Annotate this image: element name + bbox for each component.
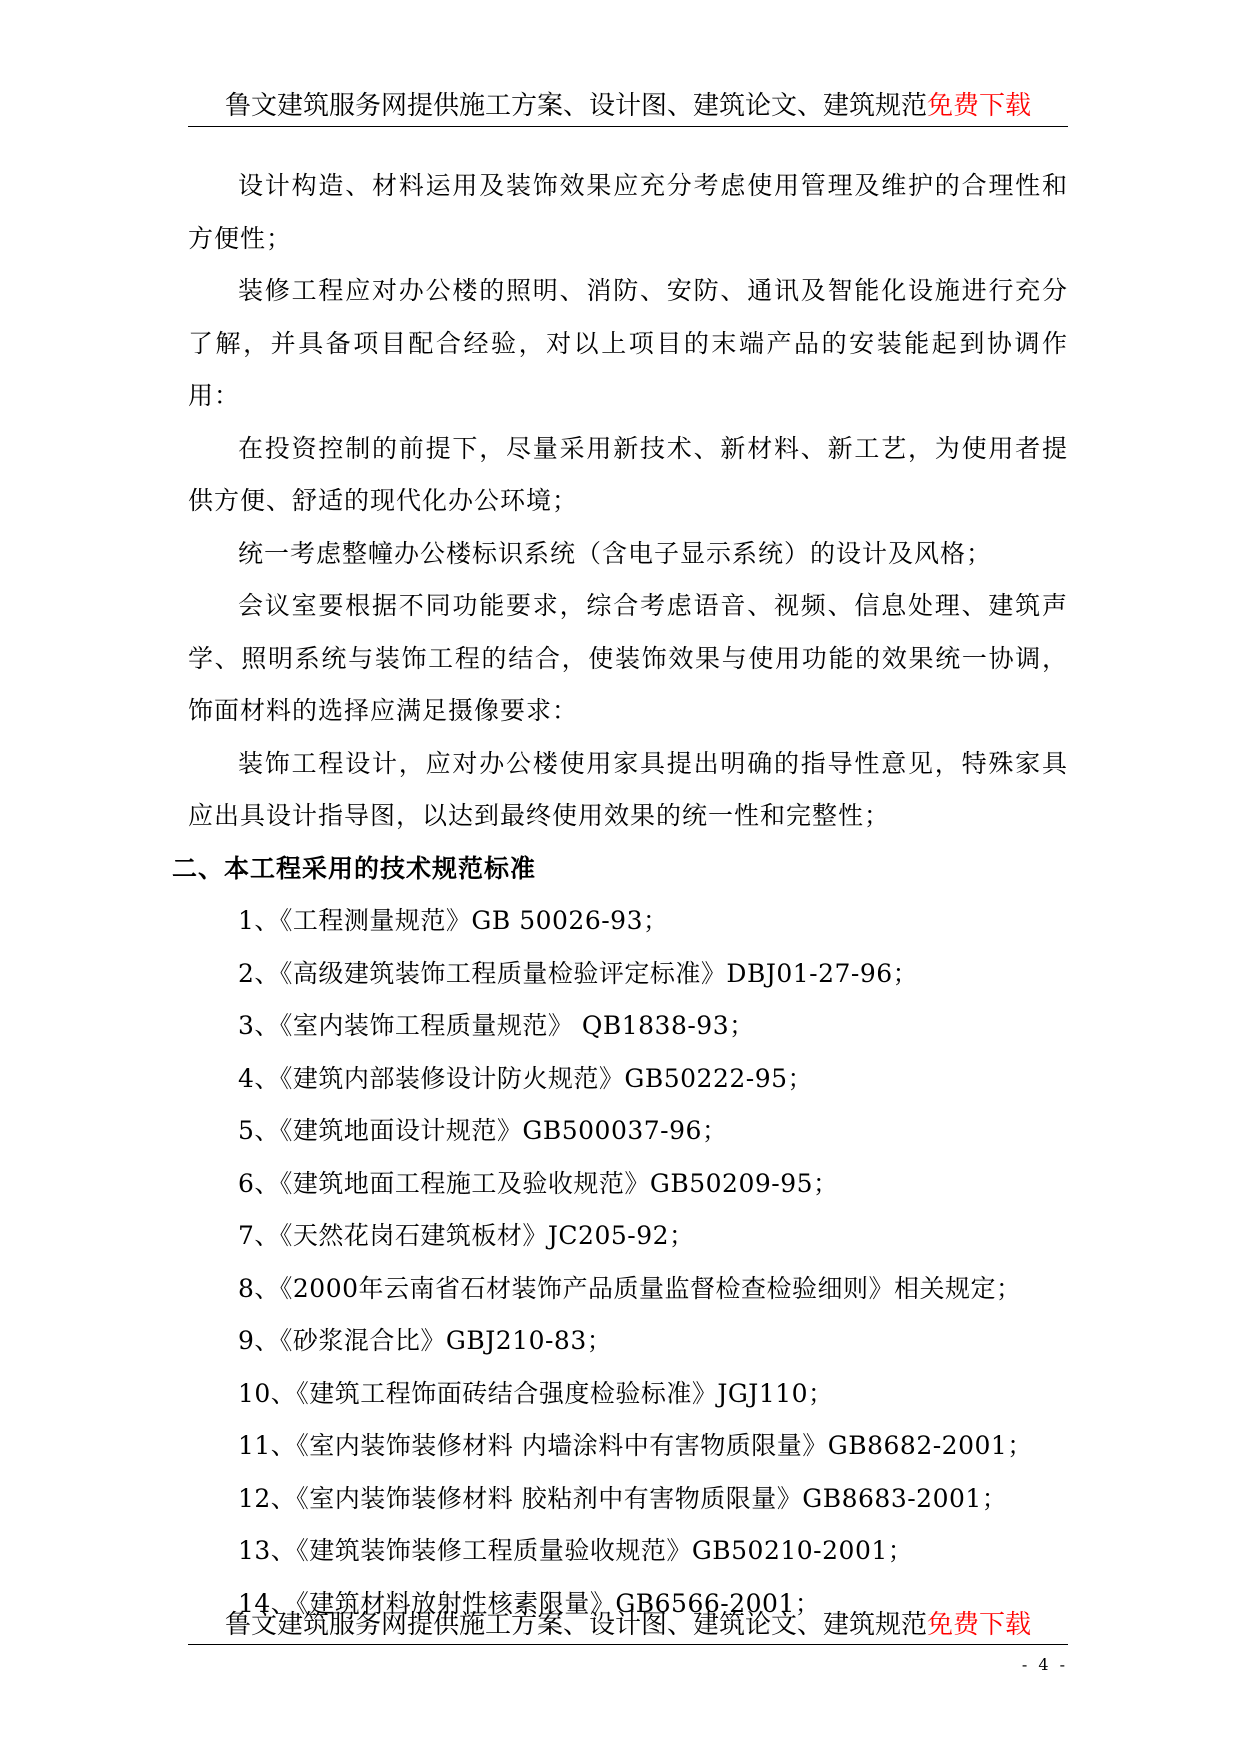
header-text: 鲁文建筑服务网提供施工方案、设计图、建筑论文、建筑规范: [224, 91, 927, 121]
standard-item: 6、《建筑地面工程施工及验收规范》GB50209-95；: [238, 1168, 839, 1198]
body-paragraph: 在投资控制的前提下，尽量采用新技术、新材料、新工艺，为使用者提供方便、舒适的现代化办公环境；: [188, 433, 1068, 515]
page-number: - 4 -: [1021, 1655, 1068, 1674]
standard-item: 11、《室内装饰装修材料 内墙涂料中有害物质限量》GB8682-2001；: [238, 1431, 1033, 1460]
footer-text: 鲁文建筑服务网提供施工方案、设计图、建筑论文、建筑规范: [224, 1610, 927, 1640]
standard-item: 10、《建筑工程饰面砖结合强度检验标准》JGJ110；: [238, 1378, 834, 1408]
body-paragraph: 统一考虑整幢办公楼标识系统（含电子显示系统）的设计及风格；: [238, 538, 993, 568]
header-rule: [188, 126, 1068, 127]
standard-item: 2、《高级建筑装饰工程质量检验评定标准》DBJ01-27-96；: [238, 958, 919, 988]
standard-item: 5、《建筑地面设计规范》GB500037-96；: [238, 1116, 728, 1145]
standard-item: 13、《建筑装饰装修工程质量验收规范》GB50210-2001；: [238, 1536, 914, 1565]
body-paragraph: 设计构造、材料运用及装饰效果应充分考虑使用管理及维护的合理性和方便性；: [188, 171, 1068, 253]
body-paragraph: 装饰工程设计，应对办公楼使用家具提出明确的指导性意见，特殊家具应出具设计指导图，以达到最终使用效果的统一性和完整性；: [188, 748, 1068, 830]
standard-item: 4、《建筑内部装修设计防火规范》GB50222-95；: [238, 1063, 814, 1093]
body-paragraph: 装修工程应对办公楼的照明、消防、安防、通讯及智能化设施进行充分了解，并具备项目配合经验，对以上项目的末端产品的安装能起到协调作用：: [188, 276, 1068, 410]
standard-item: 8、《2000年云南省石材装饰产品质量监督检查检验细则》相关规定；: [238, 1273, 1022, 1303]
document-body: [172, 160, 1068, 1630]
standard-item: 3、《室内装饰工程质量规范》 QB1838-93；: [238, 1011, 755, 1040]
footer-rule: [188, 1644, 1068, 1645]
standard-item: 12、《室内装饰装修材料 胶粘剂中有害物质限量》GB8683-2001；: [238, 1483, 1008, 1513]
standard-item: 1、《工程测量规范》GB 50026-93；: [238, 906, 669, 935]
standard-item: 14、《建筑材料放射性核素限量》GB6566-2001；: [238, 1588, 821, 1618]
footer-highlight: 免费下载: [927, 1610, 1032, 1640]
page-footer: [188, 1607, 1068, 1643]
header-highlight: 免费下载: [927, 91, 1032, 121]
standard-item: 9、《砂浆混合比》GBJ210-83；: [238, 1326, 613, 1355]
standard-item: 7、《天然花岗石建筑板材》JC205-92；: [238, 1221, 695, 1250]
section-heading: 二、本工程采用的技术规范标准: [172, 853, 537, 883]
body-paragraph: 会议室要根据不同功能要求，综合考虑语音、视频、信息处理、建筑声学、照明系统与装饰工程的结合，使装饰效果与使用功能的效果统一协调，饰面材料的选择应满足摄像要求：: [188, 591, 1068, 725]
page-header: [188, 88, 1068, 124]
